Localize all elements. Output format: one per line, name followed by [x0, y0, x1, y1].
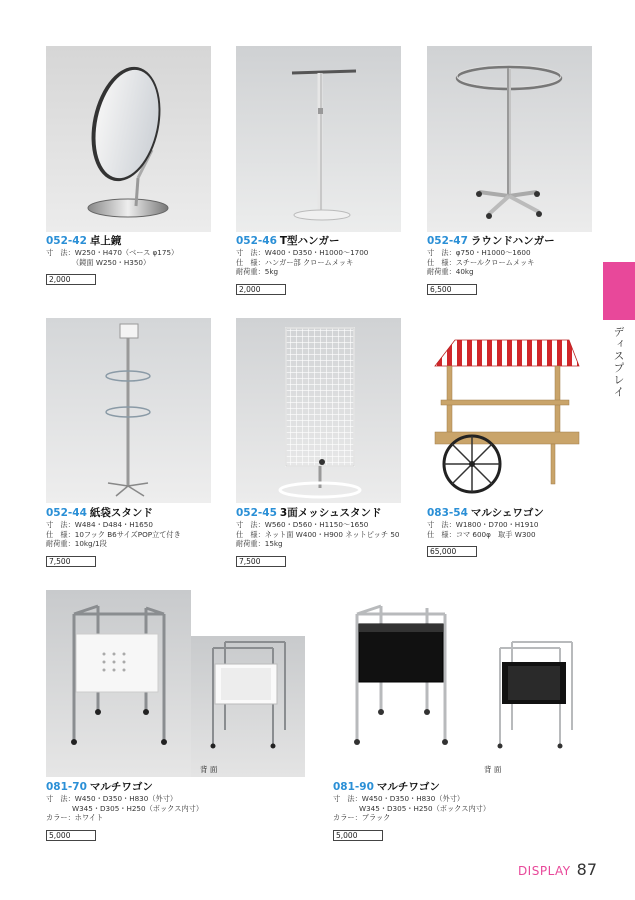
- spec-line: 寸 法：W1800・D700・H1910: [427, 520, 539, 529]
- price-box: 65,000: [427, 546, 477, 557]
- mirror-photo: [46, 46, 211, 232]
- price-box: 7,500: [236, 556, 286, 567]
- black-wagon-back-photo: [478, 636, 592, 777]
- product-name: 卓上鏡: [89, 235, 122, 247]
- paper-bag-stand-photo: [46, 318, 211, 503]
- black-wagon-photo: [333, 590, 478, 777]
- spec-line: 寸 法：W560・D560・H1150〜1650: [236, 520, 369, 529]
- product-name: ラウンドハンガー: [470, 235, 555, 247]
- product-name: マルシェワゴン: [470, 507, 544, 519]
- product-name: 紙袋スタンド: [89, 507, 153, 519]
- spec-line: W345・D305・H250（ボックス内寸）: [72, 803, 204, 813]
- product-code: 052-42: [46, 235, 87, 247]
- product-caption: [236, 507, 399, 568]
- page-footer: [518, 860, 597, 879]
- spec-line: 寸 法：W250・H470（ベース φ175）: [46, 248, 179, 257]
- product-name: マルチワゴン: [376, 781, 440, 793]
- section-tab-label: ディスプレイ: [612, 326, 625, 398]
- spec-line: W345・D305・H250（ボックス内寸）: [359, 803, 491, 813]
- price-box: 2,000: [236, 284, 286, 295]
- spec-line: 寸 法：W450・D350・H830（外寸）: [46, 794, 178, 803]
- price-box: 6,500: [427, 284, 477, 295]
- page-number: 87: [576, 860, 597, 879]
- product-caption: [427, 507, 544, 558]
- section-tab: [603, 262, 635, 320]
- white-wagon-back-photo: [191, 636, 305, 777]
- spec-line: 耐荷重：40kg: [427, 267, 474, 277]
- spec-line: 耐荷重：5kg: [236, 267, 279, 277]
- product-code: 081-70: [46, 781, 87, 793]
- mesh-stand-photo: [236, 318, 401, 503]
- product-code: 081-90: [333, 781, 374, 793]
- spec-line: カラー：ブラック: [333, 813, 391, 823]
- price-box: 2,000: [46, 274, 96, 285]
- price-box: 7,500: [46, 556, 96, 567]
- product-caption: [427, 235, 555, 296]
- product-name: マルチワゴン: [89, 781, 153, 793]
- spec-line: 仕 様：コマ 600φ 取手 W300: [427, 529, 536, 539]
- product-code: 052-44: [46, 507, 87, 519]
- product-name: 3面メッシュスタンド: [279, 507, 382, 519]
- spec-line: 仕 様：ネット面 W400・H900 ネットピッチ 50: [236, 529, 400, 539]
- spec-line: 耐荷重：15kg: [236, 539, 283, 549]
- product-name: T型ハンガー: [279, 235, 340, 247]
- product-caption: [46, 781, 203, 842]
- round-hanger-photo: [427, 46, 592, 232]
- marche-wagon-photo: [427, 318, 592, 503]
- product-caption: [46, 235, 178, 286]
- spec-line: 寸 法：W484・D484・H1650: [46, 520, 153, 529]
- product-caption: [46, 507, 181, 568]
- back-view-label: 背 面: [484, 765, 502, 774]
- white-wagon-photo: [46, 590, 191, 777]
- spec-line: 仕 様：ハンガー部 クロームメッキ: [236, 257, 354, 267]
- t-hanger-photo: [236, 46, 401, 232]
- product-code: 052-45: [236, 507, 277, 519]
- spec-line: カラー：ホワイト: [46, 813, 104, 823]
- product-code: 052-46: [236, 235, 277, 247]
- price-box: 5,000: [333, 830, 383, 841]
- product-code: 083-54: [427, 507, 468, 519]
- price-box: 5,000: [46, 830, 96, 841]
- spec-line: 寸 法：W450・D350・H830（外寸）: [333, 794, 465, 803]
- product-caption: [236, 235, 368, 296]
- spec-line: （鏡面 W250・H350）: [72, 257, 151, 267]
- back-view-label: 背 面: [200, 765, 218, 774]
- product-caption: [333, 781, 490, 842]
- product-code: 052-47: [427, 235, 468, 247]
- footer-section: DISPLAY: [517, 864, 571, 878]
- spec-line: 仕 様：スチールクロームメッキ: [427, 257, 535, 267]
- spec-line: 仕 様：10フック B6サイズPOP立て付き: [46, 529, 181, 539]
- spec-line: 耐荷重：10kg/1段: [46, 539, 107, 549]
- spec-line: 寸 法：W400・D350・H1000〜1700: [236, 248, 369, 257]
- spec-line: 寸 法：φ750・H1000〜1600: [427, 248, 531, 257]
